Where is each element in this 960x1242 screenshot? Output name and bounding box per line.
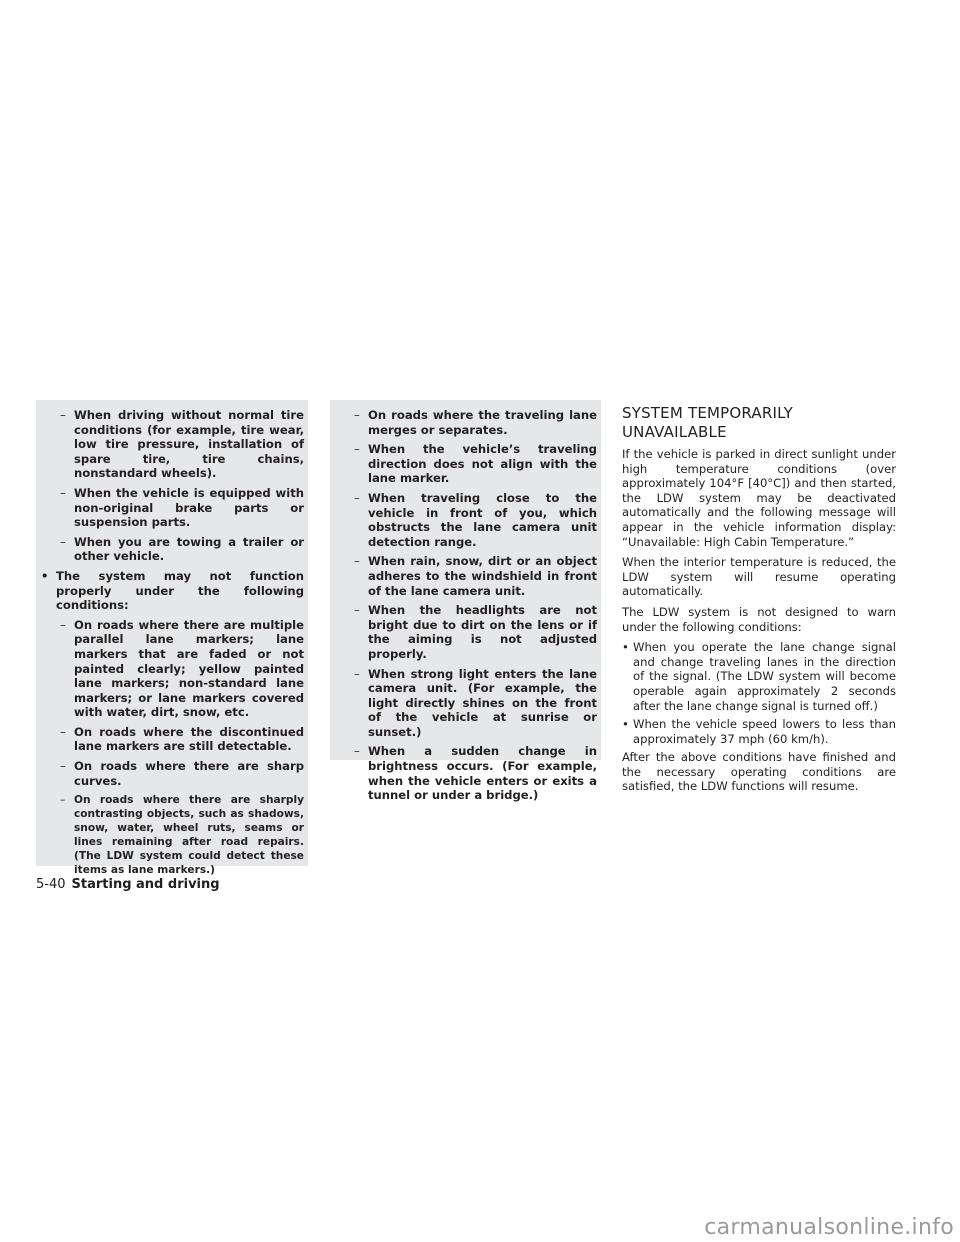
list-item <box>330 491 597 549</box>
dash-marker: – <box>60 617 66 632</box>
list-item-text: When the vehicle is equipped with non-original brake parts or suspension parts. <box>74 485 304 530</box>
list-item <box>330 442 597 486</box>
list-item-text: When strong light enters the lane camera unit. (For example, the light directly shines on the front of the vehicle at sunrise or sunset.) <box>368 666 597 739</box>
list-item <box>622 717 896 746</box>
list-item <box>36 408 304 481</box>
paragraph: After the above conditions have finished and the necessary operating conditions are satisfied, the LDW functions will resume. <box>622 750 896 794</box>
list-item-text: On roads where there are sharply contrasting objects, such as shadows, snow, water, wheel ruts, seams or lines remaining after road repairs. (The LDW system could detect these items as lane markers.) <box>74 794 304 877</box>
dash-marker: – <box>60 724 66 739</box>
list-item-text: The system may not function properly under the following conditions: <box>56 568 304 613</box>
list-item <box>330 603 597 661</box>
list-item-text: On roads where the discontinued lane markers are still detectable. <box>74 724 304 754</box>
dash-marker: – <box>60 534 66 549</box>
dash-marker: – <box>60 408 66 422</box>
section-heading-line: SYSTEM TEMPORARILY <box>622 404 794 422</box>
list-item-text: On roads where there are sharp curves. <box>74 759 304 788</box>
bullet-marker: • <box>622 717 629 732</box>
list-item <box>36 759 304 788</box>
list-item <box>622 640 896 713</box>
dash-marker: – <box>354 442 360 457</box>
dash-marker: – <box>354 554 360 569</box>
list-item-text: When traveling close to the vehicle in front of you, which obstructs the lane camera unit detection range. <box>368 490 597 549</box>
list-item <box>36 793 304 877</box>
list-item-text: When the headlights are not bright due to dirt on the lens or if the aiming is not adjusted properly. <box>368 603 597 661</box>
dash-marker: – <box>354 408 360 422</box>
list-item-text: On roads where the traveling lane merges or separates. <box>368 408 597 437</box>
paragraph: If the vehicle is parked in direct sunlight under high temperature conditions (over approximately 104°F [40°C]) and then started, the LDW system may be deactivated automatically and the following message will appear in the vehicle information display: “Unavailable: High Cabin Temperature.” <box>622 447 896 549</box>
dash-marker: – <box>354 490 360 505</box>
note-panel-middle <box>330 400 601 803</box>
list-item <box>330 408 597 437</box>
paragraph: When the interior temperature is reduced, the LDW system will resume operating automatically. <box>622 555 896 599</box>
note-panel-left <box>36 400 308 877</box>
list-item <box>330 744 597 802</box>
paragraph: The LDW system is not designed to warn under the following conditions: <box>622 604 896 634</box>
list-item <box>330 554 597 598</box>
list-item <box>330 667 597 740</box>
list-item-text: When the vehicle speed lowers to less than approximately 37 mph (60 km/h). <box>633 717 896 746</box>
list-item <box>36 725 304 754</box>
dash-marker: – <box>60 485 66 500</box>
list-item <box>36 618 304 720</box>
section-heading-line: UNAVAILABLE <box>622 422 727 441</box>
dash-marker: – <box>60 759 66 774</box>
list-item <box>36 535 304 564</box>
section-heading <box>622 404 896 441</box>
bullet-marker: • <box>622 640 629 655</box>
dash-marker: – <box>354 744 360 759</box>
list-item-text: On roads where there are multiple parallel lane markers; lane markers that are faded or not painted clearly; yellow painted lane markers; non-standard lane markers; or lane markers covered with water, dirt, snow, etc. <box>74 617 304 720</box>
list-item-text: When rain, snow, dirt or an object adheres to the windshield in front of the lane camera unit. <box>368 554 597 598</box>
page-footer <box>36 876 220 894</box>
list-item-text: When a sudden change in brightness occurs. (For example, when the vehicle enters or exits a tunnel or under a bridge.) <box>368 744 597 803</box>
dash-marker: – <box>354 603 360 618</box>
list-item-text: When the vehicle’s traveling direction does not align with the lane marker. <box>368 442 597 486</box>
dash-marker: – <box>354 666 360 681</box>
section-title: Starting and driving <box>71 877 220 892</box>
dash-marker: – <box>60 794 66 807</box>
list-item-text: When you operate the lane change signal and change traveling lanes in the direction of the signal. (The LDW system will become operable again approximately 2 seconds after the lane change signal is turned off.) <box>633 640 896 713</box>
list-item-text: When driving without normal tire conditions (for example, tire wear, low tire pressure, installation of spare tire, tire chains, nonstandard wheels). <box>74 408 304 481</box>
page-number: 5-40 <box>36 877 66 892</box>
list-item <box>36 569 304 613</box>
bullet-marker: • <box>41 568 49 583</box>
body-column-right <box>622 404 896 800</box>
watermark: carmanualsonline.info <box>704 1215 954 1240</box>
list-item <box>36 486 304 530</box>
list-item-text: When you are towing a trailer or other vehicle. <box>74 534 304 564</box>
